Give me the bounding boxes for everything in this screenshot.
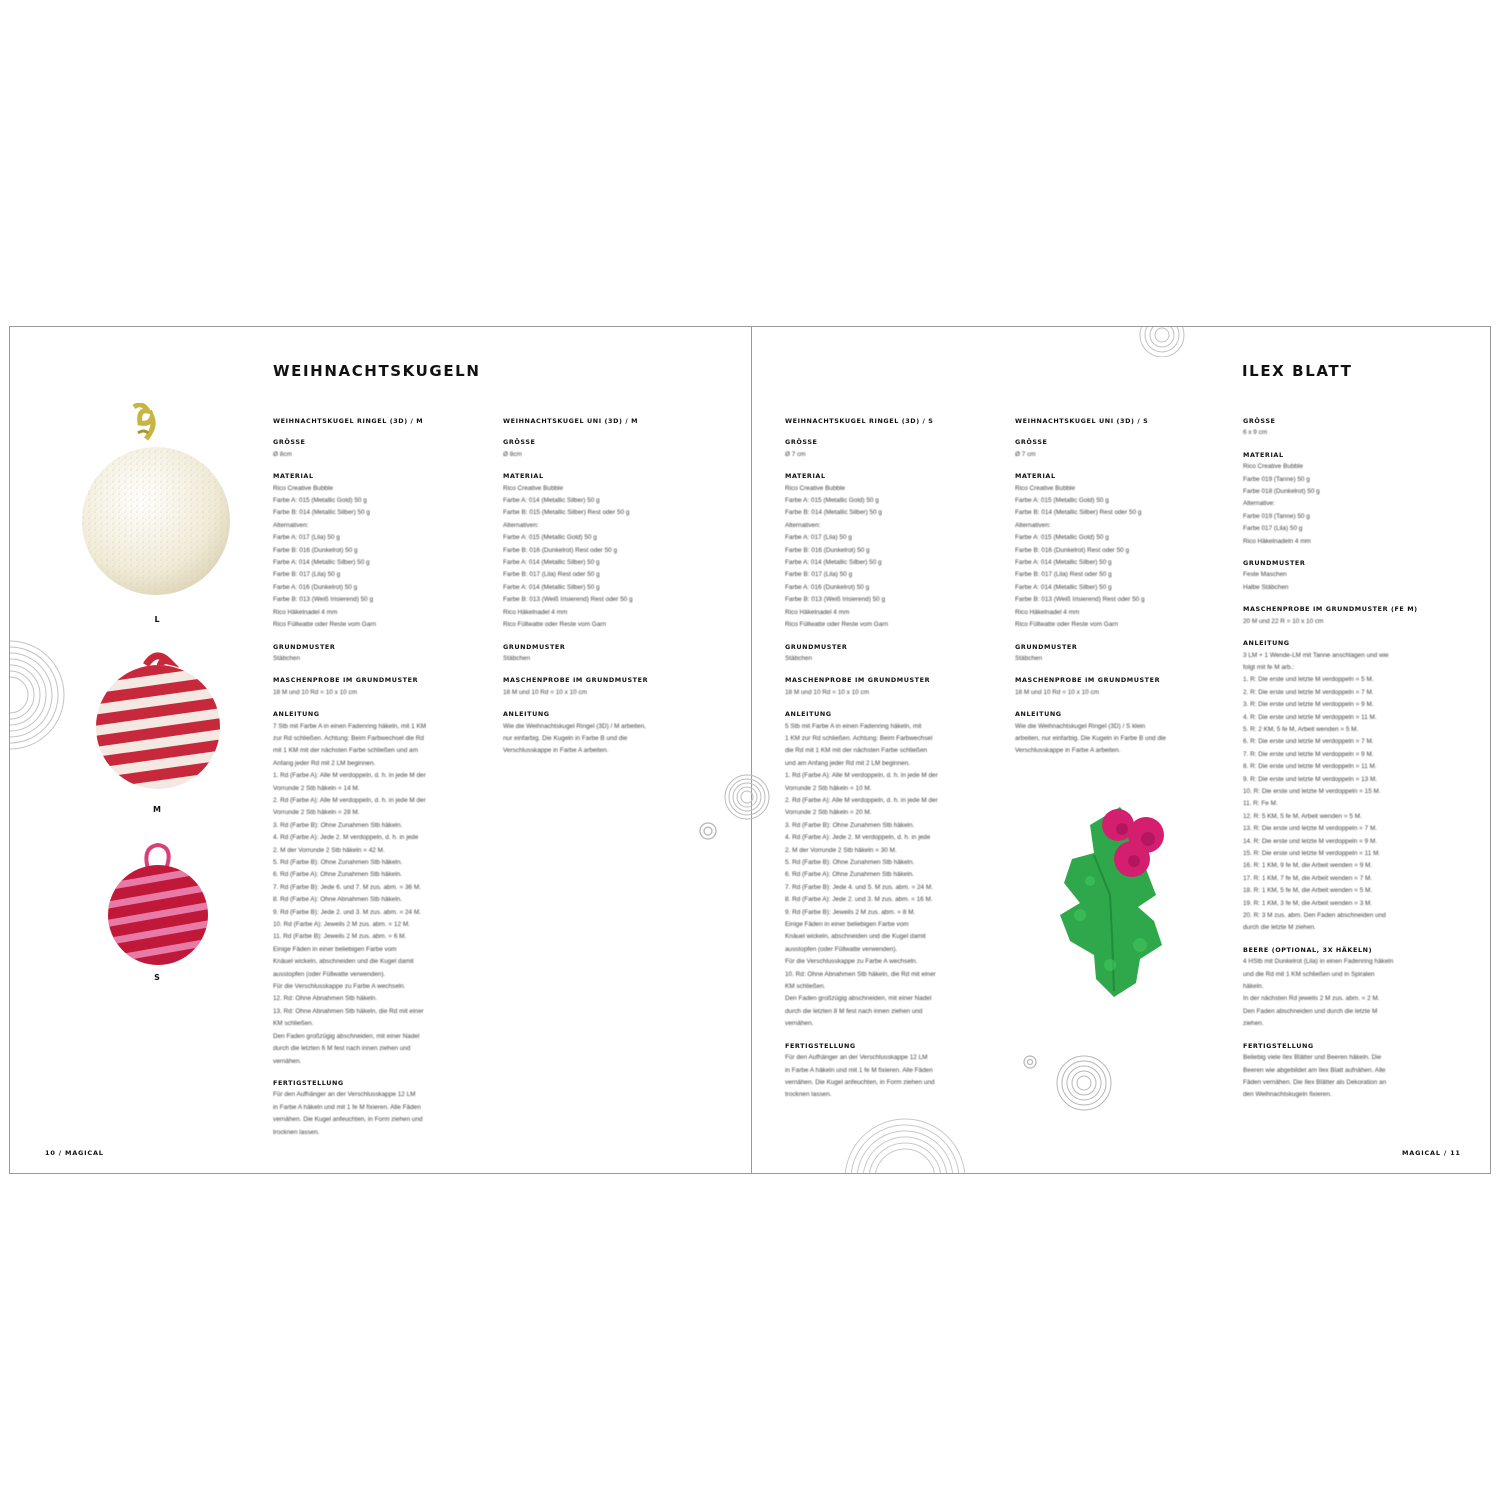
heading-text: MATERIAL (273, 472, 314, 481)
section-heading (1015, 415, 1230, 427)
body-line: ausstopfen (oder Füllwatte verwenden). (273, 970, 386, 978)
body-line: 18 M und 10 Rd = 10 x 10 cm (1015, 688, 1100, 696)
body-line: Für die Verschlusskappe zu Farbe A wechseln. (785, 958, 918, 966)
heading-text: GRÖSSE (1015, 438, 1048, 447)
text-block (503, 436, 718, 461)
body-line: Farbe B: 016 (Dunkelrot) Rest oder 50 g (503, 546, 618, 554)
body-line: 12. Rd: Ohne Abnahmen Stb häkeln. (273, 995, 378, 1003)
body-line: Vorrunde 2 Stb häkeln = 20 M. (785, 809, 872, 817)
heading-text: FERTIGSTELLUNG (1243, 1041, 1314, 1050)
heading-text: WEIHNACHTSKUGEL RINGEL (3D) / S (785, 417, 934, 425)
body-line: Farbe A: 014 (Metallic Silber) 50 g (503, 583, 600, 591)
body-line: 3. Rd (Farbe B): Ohne Zunahmen Stb häkeln. (785, 821, 915, 829)
section-heading (273, 470, 488, 482)
column-ilex-blatt (1243, 415, 1458, 1111)
heading-text: MATERIAL (785, 472, 826, 481)
heading-text: MASCHENPROBE IM GRUNDMUSTER (503, 676, 649, 685)
body-line: mit 1 KM mit der nächsten Farbe schließen und am (273, 747, 418, 755)
deco-circles-bottom (840, 1113, 970, 1173)
heading-text: WEIHNACHTSKUGEL UNI (3D) / M (503, 417, 639, 425)
deco-circles-top-right (1132, 327, 1192, 357)
section-heading (503, 436, 718, 448)
ornament-large-white-photo (76, 403, 236, 603)
body-line: vernähen. (273, 1057, 302, 1065)
body-line: Farbe A: 014 (Metallic Silber) 50 g (785, 559, 882, 567)
body-line: 9. Rd (Farbe B): Jeweils 2 M zus. abm. = 8 M. (785, 908, 916, 916)
text-block (785, 674, 1000, 699)
body-line: 3 LM + 1 Wende-LM mit Tanne anschlagen und wie (1243, 651, 1389, 659)
section-heading (503, 674, 718, 686)
heading-text: GRUNDMUSTER (1015, 642, 1078, 651)
body-line: Für den Aufhänger an der Verschlusskappe 12 LM (273, 1091, 416, 1099)
deco-circles-gutter (722, 772, 772, 822)
heading-text: ANLEITUNG (785, 710, 832, 719)
body-line: und am Anfang jeder Rd mit 2 LM beginnen. (785, 759, 911, 767)
body-line: Stäbchen (503, 654, 531, 662)
section-heading (273, 674, 488, 686)
deco-circle-small (698, 821, 718, 841)
body-line: Rico Creative Bubble (1015, 484, 1076, 492)
text-block (1243, 1040, 1458, 1102)
size-label-l: L (154, 615, 160, 624)
body-line: Alternativen: (503, 521, 539, 529)
ornament-small-pink-photo (102, 841, 214, 971)
body-line: Alternative: (1243, 500, 1275, 508)
section-heading (503, 415, 718, 427)
body-line: Knäuel wickeln, abschneiden und die Kugel damit (785, 933, 926, 941)
text-block (785, 415, 1000, 427)
section-heading (1015, 674, 1230, 686)
body-line: Ø 8cm (503, 450, 522, 458)
text-block (785, 1040, 1000, 1102)
body-line: Farbe A: 014 (Metallic Silber) 50 g (503, 559, 600, 567)
body-line: Rico Häkelnadel 4 mm (785, 608, 850, 616)
body-line: in Farbe A häkeln und mit 1 fe M fixieren. Alle Fäden (273, 1103, 421, 1111)
holly-leaf-photo (1050, 795, 1180, 1001)
body-line: Ø 7 cm (1015, 450, 1036, 458)
body-line: Farbe B: 014 (Metallic Silber) 50 g (273, 509, 370, 517)
body-line: 20 M und 22 R = 10 x 10 cm (1243, 617, 1324, 625)
column-uni-s (1015, 415, 1230, 767)
text-block (1015, 641, 1230, 666)
body-line: Farbe B: 016 (Dunkelrot) 50 g (273, 546, 358, 554)
book-spread (9, 326, 1491, 1174)
body-line: Farbe B: 013 (Weiß Irisierend) 50 g (785, 596, 886, 604)
body-line: 14. R: Die erste und letzte M verdoppeln = 9 M. (1243, 837, 1378, 845)
column-ringel-s (785, 415, 1000, 1111)
heading-text: GRÖSSE (503, 438, 536, 447)
column-uni-m (503, 415, 718, 767)
body-line: Farbe A: 015 (Metallic Gold) 50 g (273, 497, 367, 505)
body-line: Farbe 019 (Tanne) 50 g (1243, 512, 1310, 520)
body-line: Wie die Weihnachtskugel Ringel (3D) / S klein (1015, 722, 1146, 730)
body-line: Rico Häkelnadel 4 mm (1015, 608, 1080, 616)
body-line: Ø 7 cm (785, 450, 806, 458)
section-heading (273, 1077, 488, 1089)
body-line: 20. R: 3 M zus. abm. Den Faden abschneiden und (1243, 912, 1386, 920)
section-heading (1243, 449, 1458, 461)
body-line: Verschlusskappe in Farbe A arbeiten. (1015, 747, 1121, 755)
text-block (785, 708, 1000, 1031)
body-line: durch die letzten 6 M fest nach innen ziehen und (273, 1045, 411, 1053)
body-line: 4. Rd (Farbe A): Jede 2. M verdoppeln, d. h. in jede (785, 834, 931, 842)
section-heading (1243, 557, 1458, 569)
body-line: Beeren wie abgebildet am Ilex Blatt aufnähen. Alle (1243, 1066, 1386, 1074)
heading-text: MATERIAL (503, 472, 544, 481)
body-line: 7. Rd (Farbe B): Jede 6. und 7. M zus. abm. = 36 M. (273, 883, 421, 891)
body-line: Rico Füllwatte oder Reste vom Garn (1015, 621, 1118, 629)
size-label-m: M (153, 805, 161, 814)
text-block (1243, 603, 1458, 628)
body-line: Farbe A: 014 (Metallic Silber) 50 g (273, 559, 370, 567)
heading-text: GRUNDMUSTER (1243, 559, 1306, 568)
body-line: 10. Rd: Ohne Abnahmen Stb häkeln, die Rd mit einer (785, 970, 936, 978)
body-line: Rico Häkelnadeln 4 mm (1243, 537, 1311, 545)
body-line: trocknen lassen. (785, 1091, 832, 1099)
body-line: Einige Fäden in einer beliebigen Farbe vom (785, 921, 909, 929)
body-line: 15. R: Die erste und letzte M verdoppeln = 11 M. (1243, 850, 1381, 857)
section-heading (1243, 944, 1458, 956)
body-line: Farbe B: 013 (Weiß Irisierend) 50 g (273, 596, 374, 604)
size-label-s: S (154, 973, 160, 982)
section-heading (785, 674, 1000, 686)
body-line: 2. R: Die erste und letzte M verdoppeln = 7 M. (1243, 688, 1374, 696)
section-heading (1015, 641, 1230, 653)
body-line: Rico Füllwatte oder Reste vom Garn (785, 621, 888, 629)
body-line: 10. Rd (Farbe A): Jeweils 2 M zus. abm. = 12 M. (273, 921, 410, 929)
body-line: Farbe A: 014 (Metallic Silber) 50 g (503, 497, 600, 505)
body-line: Vorrunde 2 Stb häkeln = 14 M. (273, 784, 360, 792)
text-block (1015, 436, 1230, 461)
body-line: Stäbchen (1015, 654, 1043, 662)
body-line: Den Faden großzügig abschneiden, mit einer Nadel (785, 995, 932, 1003)
body-line: 19. R: 1 KM, 3 fe M, die Arbeit wenden = 3 M. (1243, 899, 1373, 907)
section-heading (273, 708, 488, 720)
body-line: Farbe B: 017 (Lila) Rest oder 50 g (503, 571, 600, 579)
body-line: Stäbchen (785, 654, 813, 662)
text-block (273, 1077, 488, 1139)
body-line: 8. Rd (Farbe A): Ohne Abnahmen Stb häkeln. (273, 896, 402, 904)
body-line: Farbe A: 014 (Metallic Silber) 50 g (1015, 559, 1112, 567)
body-line: Farbe A: 015 (Metallic Gold) 50 g (1015, 497, 1109, 505)
text-block (785, 470, 1000, 631)
body-line: Alternativen: (1015, 521, 1051, 529)
body-line: vernähen. Die Kugel anfeuchten, in Form ziehen und (273, 1116, 423, 1124)
footer-left: 10 / MAGICAL (45, 1149, 104, 1157)
text-block (1015, 470, 1230, 631)
body-line: 2. M der Vorrunde 2 Stb häkeln = 30 M. (785, 846, 897, 854)
body-line: folgt mit fe M arb.: (1243, 663, 1295, 671)
body-line: Den Faden großzügig abschneiden, mit einer Nadel (273, 1032, 420, 1040)
body-line: zur Rd schließen. Achtung: Beim Farbwechsel die Rd (273, 734, 424, 742)
body-line: Farbe B: 016 (Dunkelrot) 50 g (785, 546, 870, 554)
body-line: 6. Rd (Farbe A): Ohne Zunahmen Stb häkeln. (273, 871, 402, 879)
body-line: vernähen. (785, 1020, 814, 1028)
body-line: Halbe Stäbchen (1243, 583, 1289, 591)
body-line: 8. R: Die erste und letzte M verdoppeln = 11 M. (1243, 763, 1377, 771)
heading-text: MASCHENPROBE IM GRUNDMUSTER (273, 676, 419, 685)
body-line: Farbe 017 (Lila) 50 g (1243, 525, 1303, 533)
heading-text: GRUNDMUSTER (273, 642, 336, 651)
body-line: Farbe B: 013 (Weiß Irisierend) Rest oder 50 g (1015, 596, 1145, 604)
body-line: und die Rd mit 1 KM schließen und in Spiralen (1243, 970, 1375, 978)
body-line: 8. Rd (Farbe A): Jede 2. und 3. M zus. abm. = 16 M. (785, 896, 933, 904)
body-line: 16. R: 1 KM, 9 fe M, die Arbeit wenden = 9 M. (1243, 862, 1373, 870)
section-heading (1243, 415, 1458, 427)
body-line: Rico Creative Bubble (1243, 463, 1304, 471)
body-line: Farbe B: 014 (Metallic Silber) 50 g (785, 509, 882, 517)
ornament-medium-striped-photo (88, 645, 228, 795)
section-heading (503, 470, 718, 482)
body-line: Stäbchen (273, 654, 301, 662)
text-block (1243, 415, 1458, 440)
body-line: Farbe A: 015 (Metallic Gold) 50 g (503, 534, 597, 542)
body-line: Alternativen: (273, 521, 309, 529)
text-block (1015, 708, 1230, 758)
text-block (503, 708, 718, 758)
body-line: 18. R: 1 KM, 5 fe M, die Arbeit wenden = 5 M. (1243, 887, 1373, 895)
body-line: 17. R: 1 KM, 7 fe M, die Arbeit wenden = 7 M. (1243, 874, 1373, 882)
page-gutter (751, 327, 752, 1173)
section-heading (785, 708, 1000, 720)
body-line: 11. R: Fe M. (1243, 800, 1278, 808)
page-title-left: WEIHNACHTSKUGELN (273, 362, 481, 380)
body-line: 1. R: Die erste und letzte M verdoppeln = 5 M. (1243, 676, 1374, 684)
body-line: trocknen lassen. (273, 1128, 320, 1136)
body-line: Für den Aufhänger an der Verschlusskappe 12 LM (785, 1054, 928, 1062)
body-line: Rico Creative Bubble (273, 484, 334, 492)
heading-text: ANLEITUNG (1243, 639, 1290, 648)
body-line: 7 Stb mit Farbe A in einen Fadenring häkeln, mit 1 KM (273, 722, 427, 730)
body-line: Vorrunde 2 Stb häkeln = 10 M. (785, 784, 872, 792)
body-line: 2. M der Vorrunde 2 Stb häkeln = 42 M. (273, 846, 385, 854)
body-line: arbeiten, nur einfarbig. Die Kugeln in Farbe B und die (1015, 734, 1166, 742)
body-line: 2. Rd (Farbe A): Alle M verdoppeln, d. h. in jede M der (273, 796, 426, 804)
section-heading (273, 436, 488, 448)
body-line: 1 KM zur Rd schließen. Achtung: Beim Farbwechsel (785, 734, 933, 742)
body-line: 6 x 9 cm (1243, 429, 1268, 437)
text-block (503, 415, 718, 427)
body-line: Farbe A: 014 (Metallic Silber) 50 g (1015, 583, 1112, 591)
body-line: Farbe B: 016 (Dunkelrot) Rest oder 50 g (1015, 546, 1130, 554)
deco-circles-mid-right (1054, 1053, 1114, 1113)
body-line: häkeln. (1243, 983, 1264, 991)
body-line: 5. R: 2 KM, 5 fe M, Arbeit wenden = 5 M. (1243, 725, 1359, 733)
body-line: durch die letzten 8 M fest nach innen ziehen und (785, 1007, 923, 1015)
deco-circles-left-edge (10, 595, 70, 795)
section-heading (273, 415, 488, 427)
body-line: 13. R: Die erste und letzte M verdoppeln = 7 M. (1243, 825, 1378, 833)
body-line: 6. R: Die erste und letzte M verdoppeln = 7 M. (1243, 738, 1374, 746)
heading-text: MATERIAL (1243, 450, 1284, 459)
body-line: 1. Rd (Farbe A): Alle M verdoppeln, d. h. in jede M der (785, 772, 938, 780)
body-line: Für die Verschlusskappe zu Farbe A wechseln. (273, 983, 406, 991)
body-line: Farbe B: 015 (Metallic Silber) Rest oder 50 g (503, 509, 630, 517)
section-heading (1015, 436, 1230, 448)
text-block (503, 674, 718, 699)
body-line: Beliebig viele Ilex Blätter und Beeren häkeln. Die (1243, 1054, 1382, 1062)
body-line: 3. Rd (Farbe B): Ohne Zunahmen Stb häkeln. (273, 821, 403, 829)
text-block (1015, 674, 1230, 699)
section-heading (1243, 1040, 1458, 1052)
section-heading (785, 641, 1000, 653)
body-line: 4. Rd (Farbe A): Jede 2. M verdoppeln, d. h. in jede (273, 834, 419, 842)
body-line: Farbe A: 015 (Metallic Gold) 50 g (1015, 534, 1109, 542)
body-line: Ø 8cm (273, 450, 292, 458)
body-line: Alternativen: (785, 521, 821, 529)
body-line: Farbe B: 017 (Lila) Rest oder 50 g (1015, 571, 1112, 579)
body-line: Wie die Weihnachtskugel Ringel (3D) / M arbeiten, (503, 722, 647, 730)
text-block (273, 641, 488, 666)
heading-text: WEIHNACHTSKUGEL UNI (3D) / S (1015, 417, 1149, 425)
heading-text: MATERIAL (1015, 472, 1056, 481)
heading-text: GRÖSSE (785, 438, 818, 447)
page-title-right: ILEX BLATT (1242, 362, 1353, 380)
section-heading (785, 470, 1000, 482)
section-heading (1243, 603, 1458, 615)
footer-right: MAGICAL / 11 (1402, 1149, 1461, 1157)
body-line: Rico Creative Bubble (503, 484, 564, 492)
column-ringel-m (273, 415, 488, 1148)
body-line: 4 HStb mit Dunkelrot (Lila) in einen Fadenring häkeln (1243, 958, 1394, 966)
heading-text: ANLEITUNG (1015, 710, 1062, 719)
text-block (1243, 637, 1458, 935)
text-block (1015, 415, 1230, 427)
text-block (273, 470, 488, 631)
body-line: 5. Rd (Farbe B): Ohne Zunahmen Stb häkeln. (785, 859, 915, 866)
section-heading (1243, 637, 1458, 649)
body-line: 9. R: Die erste und letzte M verdoppeln = 13 M. (1243, 775, 1378, 783)
heading-text: FERTIGSTELLUNG (273, 1078, 344, 1087)
body-line: 18 M und 10 Rd = 10 x 10 cm (273, 688, 358, 696)
body-line: Knäuel wickeln, abschneiden und die Kugel damit (273, 958, 414, 966)
body-line: nur einfarbig. Die Kugeln in Farbe B und die (503, 734, 628, 742)
body-line: Rico Füllwatte oder Reste vom Garn (503, 621, 606, 629)
body-line: KM schließen. (785, 983, 826, 991)
body-line: 1. Rd (Farbe A): Alle M verdoppeln, d. h. in jede M der (273, 772, 426, 780)
deco-circle-tiny (1022, 1054, 1038, 1070)
body-line: 4. R: Die erste und letzte M verdoppeln = 11 M. (1243, 713, 1377, 721)
body-line: 2. Rd (Farbe A): Alle M verdoppeln, d. h. in jede M der (785, 796, 938, 804)
body-line: Farbe B: 014 (Metallic Silber) Rest oder 50 g (1015, 509, 1142, 517)
section-heading (1015, 470, 1230, 482)
heading-text: ANLEITUNG (273, 710, 320, 719)
body-line: vernähen. Die Kugel anfeuchten, in Form ziehen und (785, 1078, 935, 1086)
heading-text: MASCHENPROBE IM GRUNDMUSTER (1015, 676, 1161, 685)
body-line: Farbe A: 015 (Metallic Gold) 50 g (785, 497, 879, 505)
body-line: Vorrunde 2 Stb häkeln = 28 M. (273, 809, 360, 817)
body-line: Farbe 019 (Tanne) 50 g (1243, 475, 1310, 483)
body-line: Farbe A: 017 (Lila) 50 g (785, 534, 852, 542)
body-line: 6. Rd (Farbe A): Ohne Zunahmen Stb häkeln. (785, 871, 914, 879)
heading-text: WEIHNACHTSKUGEL RINGEL (3D) / M (273, 417, 424, 425)
body-line: 11. Rd (Farbe B): Jeweils 2 M zus. abm. = 6 M. (273, 933, 407, 941)
body-line: Farbe A: 017 (Lila) 50 g (273, 534, 340, 542)
body-line: 3. R: Die erste und letzte M verdoppeln = 9 M. (1243, 701, 1374, 709)
body-line: 5 Stb mit Farbe A in einen Fadenring häkeln, mit (785, 722, 922, 730)
body-line: 7. Rd (Farbe B): Jede 4. und 5. M zus. abm. = 24 M. (785, 883, 933, 891)
heading-text: ANLEITUNG (503, 710, 550, 719)
section-heading (503, 641, 718, 653)
body-line: Verschlusskappe in Farbe A arbeiten. (503, 747, 609, 755)
heading-text: GRÖSSE (273, 438, 306, 447)
text-block (785, 641, 1000, 666)
text-block (785, 436, 1000, 461)
section-heading (785, 415, 1000, 427)
body-line: 9. Rd (Farbe B): Jede 2. und 3. M zus. abm. = 24 M. (273, 908, 421, 916)
text-block (1243, 944, 1458, 1031)
heading-text: FERTIGSTELLUNG (785, 1041, 856, 1050)
section-heading (785, 1040, 1000, 1052)
body-line: den Weihnachtskugeln fixieren. (1243, 1091, 1332, 1099)
body-line: 7. R: Die erste und letzte M verdoppeln = 9 M. (1243, 750, 1374, 758)
body-line: 5. Rd (Farbe B): Ohne Zunahmen Stb häkeln. (273, 859, 403, 866)
body-line: durch die letzte M ziehen. (1243, 924, 1316, 932)
body-line: Anfang jeder Rd mit 2 LM beginnen. (273, 759, 376, 767)
heading-text: GRÖSSE (1243, 417, 1276, 425)
section-heading (1015, 708, 1230, 720)
heading-text: BEERE (OPTIONAL, 3X HÄKELN) (1243, 945, 1373, 954)
body-line: Rico Füllwatte oder Reste vom Garn (273, 621, 376, 629)
body-line: die Rd mit 1 KM mit der nächsten Farbe schließen (785, 747, 928, 755)
section-heading (273, 641, 488, 653)
body-line: Den Faden abschneiden und durch die letzte M (1243, 1007, 1378, 1015)
body-line: 10. R: Die erste und letzte M verdoppeln = 15 M. (1243, 787, 1381, 795)
heading-text: MASCHENPROBE IM GRUNDMUSTER (785, 676, 931, 685)
body-line: Farbe B: 017 (Lila) 50 g (273, 571, 341, 579)
text-block (273, 415, 488, 427)
text-block (273, 708, 488, 1068)
body-line: Fäden vernähen. Die Ilex Blätter als Dekoration an (1243, 1078, 1387, 1086)
body-line: 12. R: 5 KM, 5 fe M, Arbeit wenden = 5 M. (1243, 812, 1362, 820)
heading-text: GRUNDMUSTER (785, 642, 848, 651)
body-line: Farbe A: 016 (Dunkelrot) 50 g (273, 583, 358, 591)
section-heading (503, 708, 718, 720)
body-line: Rico Creative Bubble (785, 484, 846, 492)
body-line: in Farbe A häkeln und mit 1 fe M fixieren. Alle Fäden (785, 1066, 933, 1074)
body-line: ziehen. (1243, 1020, 1264, 1028)
heading-text: MASCHENPROBE IM GRUNDMUSTER (FE M) (1243, 605, 1418, 614)
body-line: 13. Rd: Ohne Abnahmen Stb häkeln, die Rd mit einer (273, 1007, 424, 1015)
body-line: Farbe B: 017 (Lila) 50 g (785, 571, 853, 579)
body-line: 18 M und 10 Rd = 10 x 10 cm (503, 688, 588, 696)
text-block (273, 674, 488, 699)
section-heading (785, 436, 1000, 448)
body-line: Farbe A: 016 (Dunkelrot) 50 g (785, 583, 870, 591)
body-line: ausstopfen (oder Füllwatte verwenden). (785, 945, 898, 953)
body-line: Farbe 018 (Dunkelrot) 50 g (1243, 488, 1320, 496)
body-line: In der nächsten Rd jeweils 2 M zus. abm. = 2 M. (1243, 995, 1380, 1003)
text-block (503, 641, 718, 666)
text-block (273, 436, 488, 461)
text-block (1243, 557, 1458, 594)
body-line: Farbe B: 013 (Weiß Irisierend) Rest oder 50 g (503, 596, 633, 604)
heading-text: GRUNDMUSTER (503, 642, 566, 651)
body-line: Rico Häkelnadel 4 mm (273, 608, 338, 616)
body-line: KM schließen. (273, 1020, 314, 1028)
text-block (503, 470, 718, 631)
body-line: Feste Maschen (1243, 571, 1287, 579)
body-line: 18 M und 10 Rd = 10 x 10 cm (785, 688, 870, 696)
body-line: Einige Fäden in einer beliebigen Farbe vom (273, 945, 397, 953)
body-line: Rico Häkelnadel 4 mm (503, 608, 568, 616)
text-block (1243, 449, 1458, 548)
